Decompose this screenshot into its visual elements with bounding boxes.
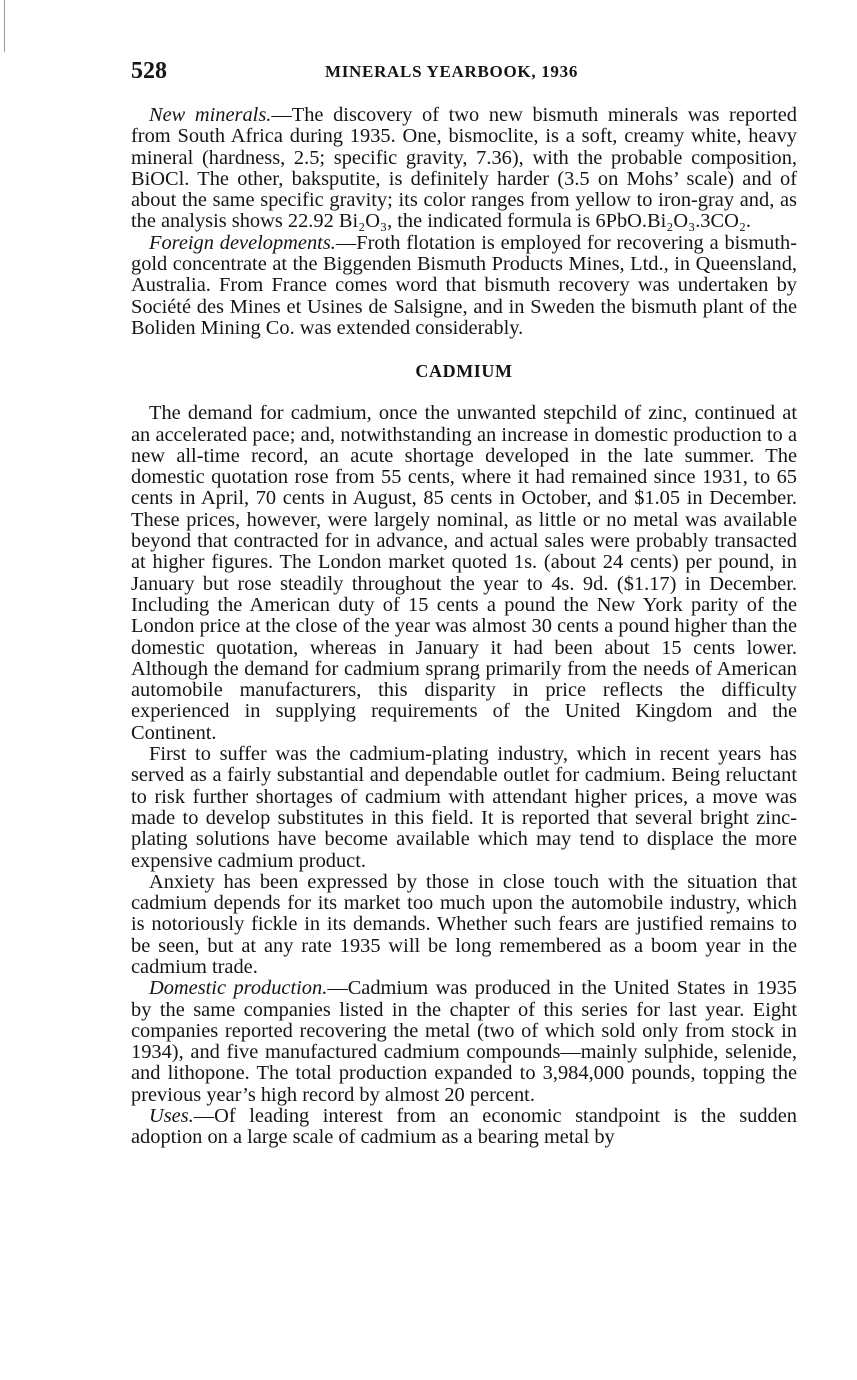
scan-edge-line: [4, 0, 5, 52]
paragraph-text: First to suffer was the cadmium-plating industry, which in recent years has served as a fairly substantial and dependable outlet for cadmium. Being reluctant to risk further shortages of cadmium with attendant higher prices, a move was made to develop substitutes in this field. It is reported that several bright zinc-plating solutions have become available which may tend to displace the more expensive cadmium product.: [131, 743, 797, 872]
paragraph-foreign-developments: [131, 233, 797, 339]
paragraph-lead: New minerals.: [149, 104, 272, 126]
paragraph-cadmium-anxiety: [131, 872, 797, 978]
paragraph-domestic-production: [131, 978, 797, 1106]
page-body: [131, 105, 797, 1149]
paragraph-text: Anxiety has been expressed by those in close touch with the situation that cadmium depends for its market too much upon the automobile industry, which is notoriously fickle in its demands. Whether such fears are justified remains to be seen, but at any rate 1935 will be long remembered as a boom year in the cadmium trade.: [131, 870, 797, 978]
paragraph-cadmium-plating: [131, 744, 797, 872]
paragraph-text: —Froth flotation is employed for recovering a bismuth-gold concentrate at the Biggenden Bismuth Products Mines, Ltd., in Queensland, Australia. From France comes word that bismuth recovery was undertaken by Société des Mines et Usines de Salsigne, and in Sweden the bismuth plant of the Boliden Mining Co. was extended considerably.: [131, 231, 797, 339]
page-number: 528: [131, 58, 167, 84]
paragraph-cadmium-demand: [131, 403, 797, 744]
section-heading-cadmium: CADMIUM: [415, 361, 513, 382]
paragraph-text: —Cadmium was produced in the United States in 1935 by the same companies listed in the chapter of this series for last year. Eight companies reported recovering the metal (two of which sold only from stock in 1934), and five manufactured cadmium compounds—mainly sulphide, selenide, and lithopone. The total production expanded to 3,984,000 pounds, topping the previous year’s high record by almost 20 percent.: [131, 977, 797, 1106]
running-head: MINERALS YEARBOOK, 1936: [325, 62, 579, 81]
paragraph-lead: Uses.: [149, 1105, 194, 1128]
paragraph-lead: Domestic production.: [149, 977, 328, 1000]
page-header: [131, 57, 797, 87]
paragraph-text: —The discovery of two new bismuth minerals was reported from South Africa during 1935. One, bismoclite, is a soft, creamy white, heavy mineral (hardness, 2.5; specific gravity, 7.36), with the probable composition, BiOCl. The other, baksputite, is definitely harder (3.5 on Mohs’ scale) and of about the same specific gravity; its color ranges from yellow to iron-gray and, as the analysis shows 22.92 Bi₂O₃, the indicated formula is 6PbO.Bi₂O₃.3CO₂.: [131, 104, 797, 233]
paragraph-text: The demand for cadmium, once the unwanted stepchild of zinc, continued at an accelerated pace; and, notwithstanding an increase in domestic production to a new all-time record, an acute shortage developed in the late summer. The domestic quotation rose from 55 cents, where it had remained since 1931, to 65 cents in April, 70 cents in August, 85 cents in October, and $1.05 in December. These prices, however, were largely nominal, as little or no metal was available beyond that contracted for in advance, and actual sales were probably transacted at higher figures. The London market quoted 1s. (about 24 cents) per pound, in January but rose steadily throughout the year to 4s. 9d. ($1.17) in December. Including the American duty of 15 cents a pound the New York parity of the London price at the close of the year was almost 30 cents a pound higher than the domestic quotation, whereas in January it had been about 15 cents lower. Although the demand for cadmium sprang primarily from the needs of American automobile manufacturers, this disparity in price reflects the difficulty experienced in supplying requirements of the United Kingdom and the Continent.: [131, 402, 797, 744]
paragraph-uses: [131, 1106, 797, 1149]
paragraph-text: —Of leading interest from an economic standpoint is the sudden adoption on a large scale of cadmium as a bearing metal by: [131, 1105, 797, 1149]
paragraph-new-minerals: [131, 105, 797, 233]
paragraph-lead: Foreign developments.: [149, 231, 336, 254]
